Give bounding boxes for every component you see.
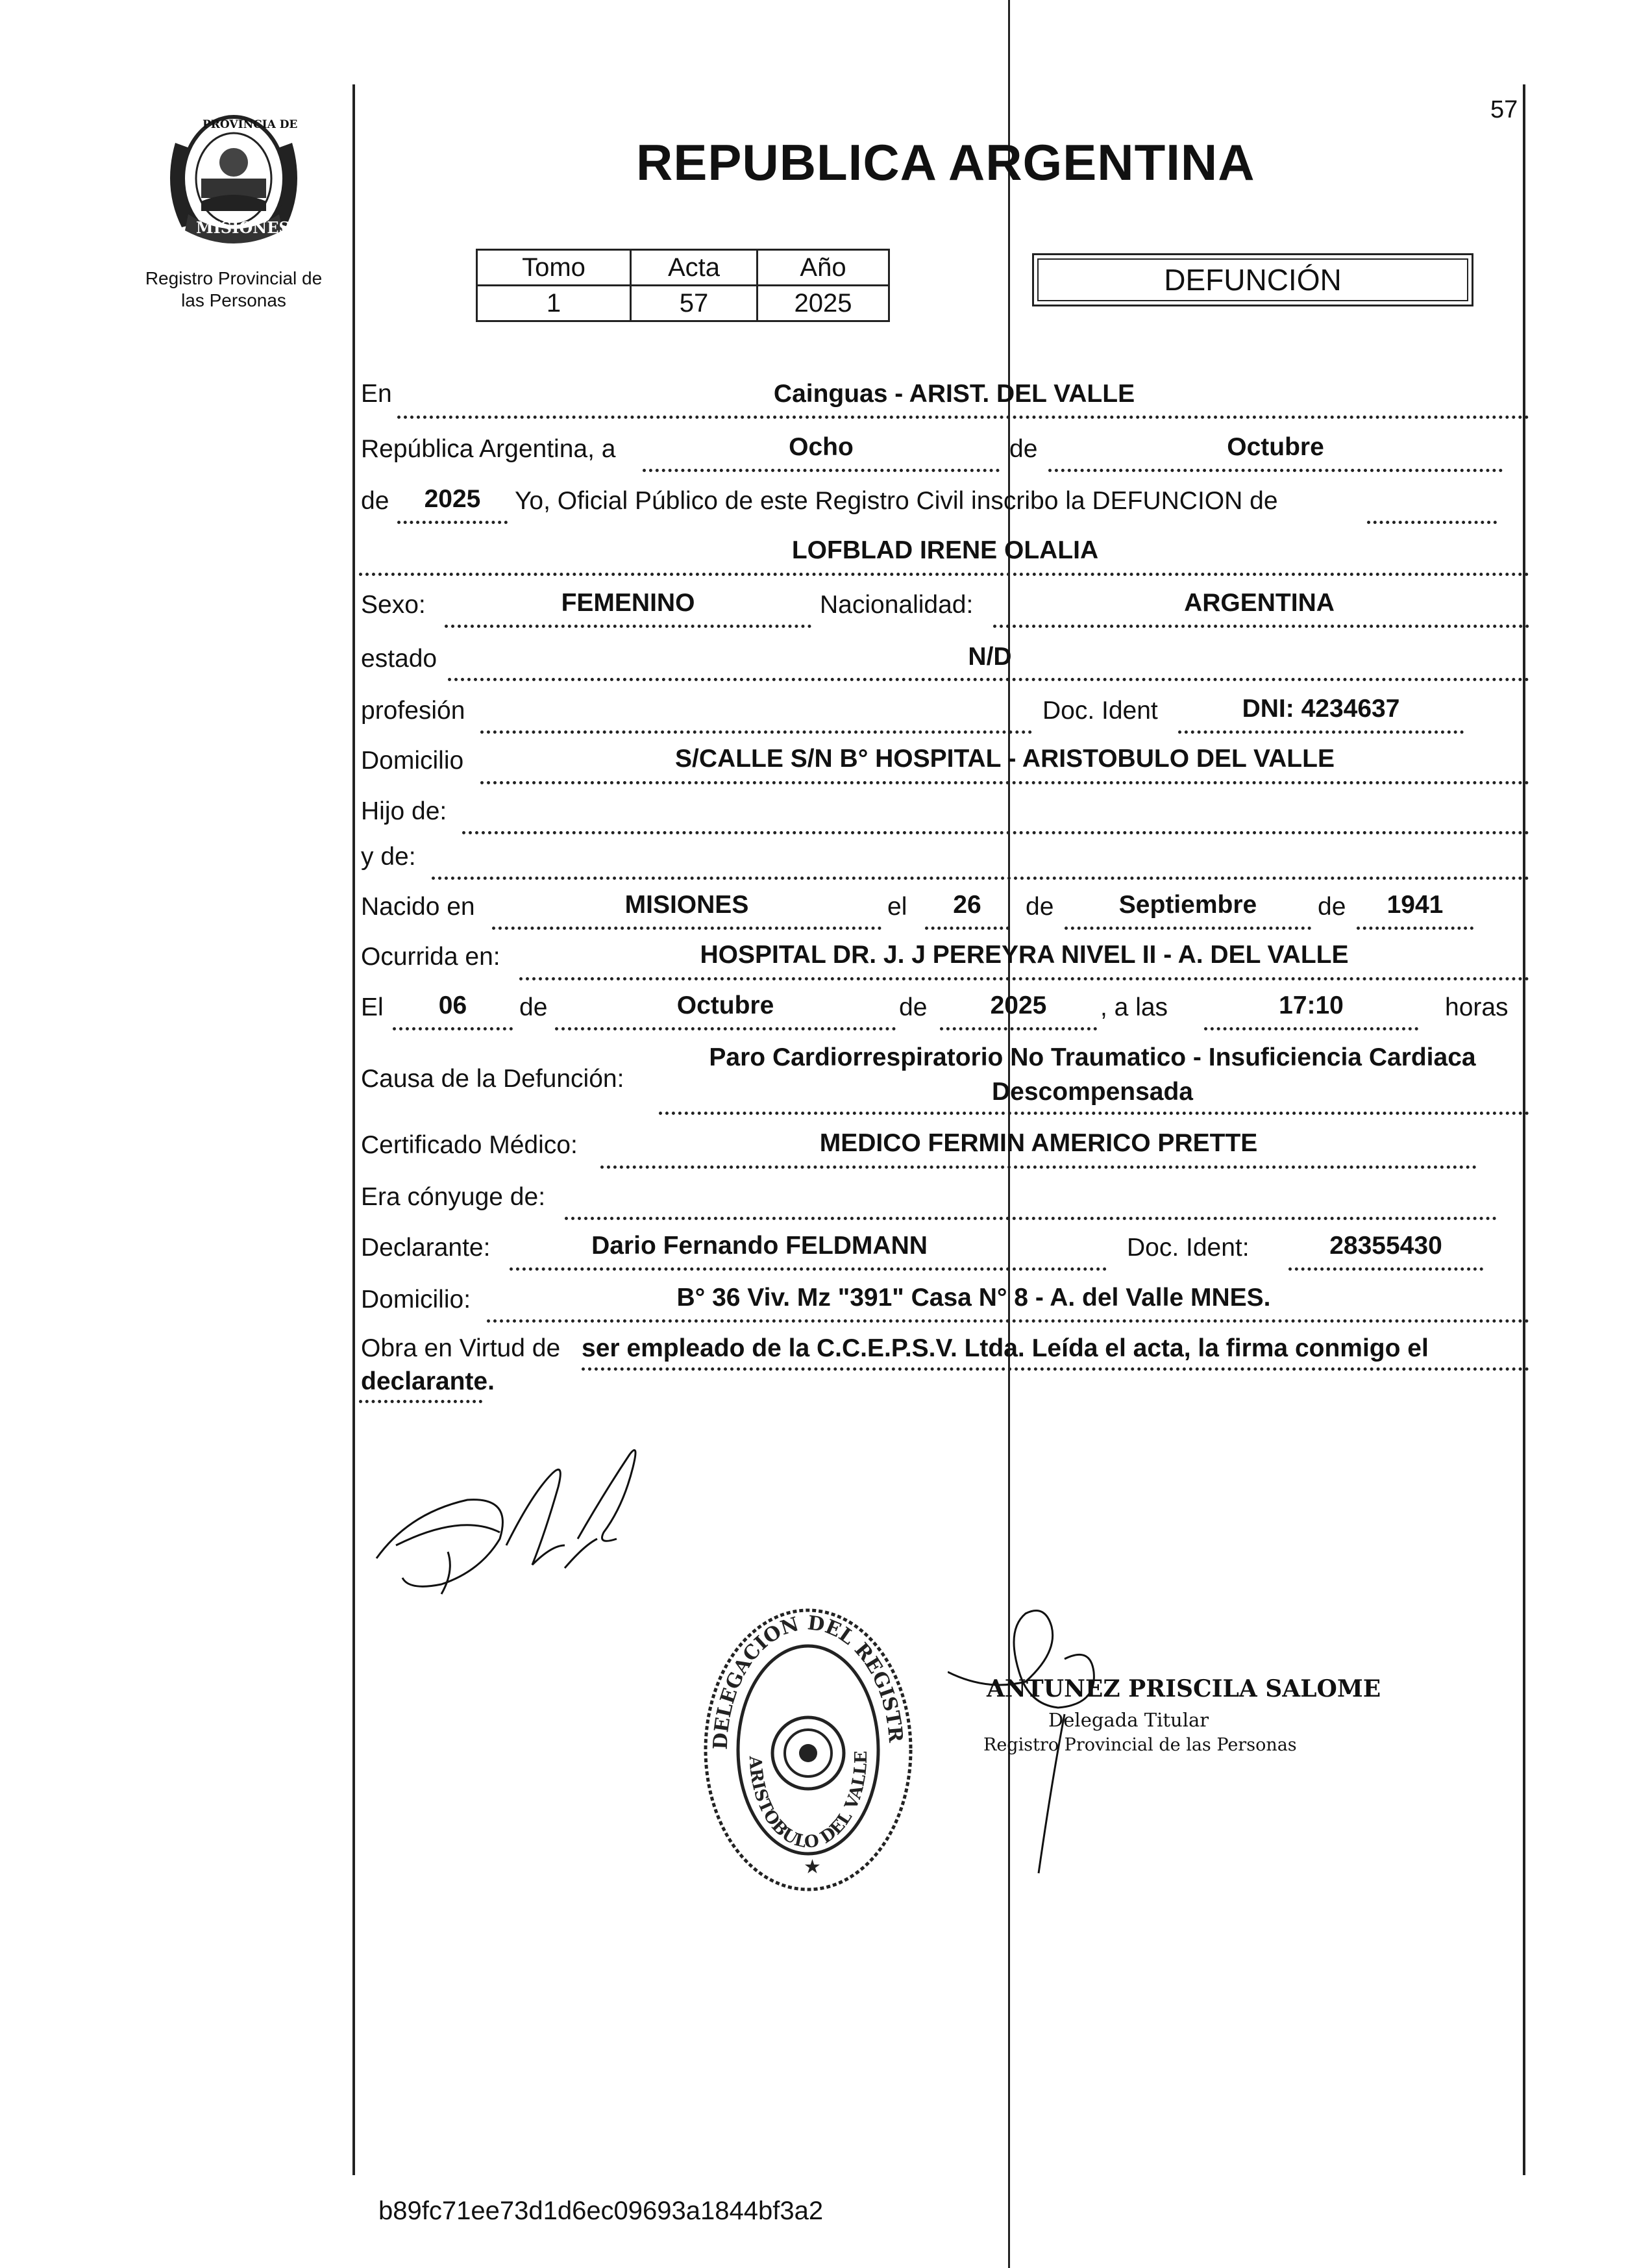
death-month: Octubre xyxy=(676,991,774,1019)
statement-line xyxy=(1367,521,1497,524)
birth-day: 26 xyxy=(953,891,981,919)
rep-label: República Argentina, a xyxy=(361,435,616,463)
nacido-label: Nacido en xyxy=(361,893,475,921)
registry-name-line2: las Personas xyxy=(181,290,286,310)
logo-top-text: PROVINCIA DE xyxy=(203,118,298,131)
causa-line2: Descompensada xyxy=(992,1078,1193,1106)
day-line xyxy=(643,469,1000,472)
ocurrida-value: HOSPITAL DR. J. J PEREYRA NIVEL II - A. DEL VALLE xyxy=(700,941,1349,969)
ocurrida-label: Ocurrida en: xyxy=(361,943,500,971)
page-number: 57 xyxy=(1490,96,1518,123)
causa-line xyxy=(659,1112,1529,1115)
profesion-line xyxy=(480,730,1032,734)
obra-value: ser empleado de la C.C.E.P.S.V. Ltda. Leída el acta, la firma conmigo el xyxy=(582,1334,1429,1362)
declarante-doc-line xyxy=(1288,1267,1483,1271)
decl-domicilio-value: B° 36 Viv. Mz "391" Casa N° 8 - A. del Valle MNES. xyxy=(676,1284,1271,1312)
nacionalidad-label: Nacionalidad: xyxy=(820,591,974,619)
seal-ring-bottom: ARISTOBULO DEL VALLE xyxy=(745,1751,872,1852)
record-table xyxy=(476,249,890,322)
day-value: Ocho xyxy=(789,433,854,461)
ocurrida-line xyxy=(519,977,1529,980)
registry-name-line1: Registro Provincial de xyxy=(145,268,323,288)
declarante-doc-value: 28355430 xyxy=(1329,1232,1442,1260)
domicilio-label: Domicilio xyxy=(361,747,464,775)
en-line xyxy=(397,416,1529,419)
el-cap-label: El xyxy=(361,993,384,1021)
month-value: Octubre xyxy=(1227,433,1324,461)
document-type-box xyxy=(1032,253,1473,306)
page-title: REPUBLICA ARGENTINA xyxy=(636,134,1255,191)
certificado-value: MEDICO FERMIN AMERICO PRETTE xyxy=(819,1129,1258,1157)
deceased-name: LOFBLAD IRENE OLALIA xyxy=(791,536,1099,564)
nacido-line xyxy=(492,927,881,930)
en-label: En xyxy=(361,380,392,408)
acta-value: 57 xyxy=(631,286,758,321)
alas-label: , a las xyxy=(1100,993,1168,1021)
el-label: el xyxy=(887,893,907,921)
nacido-value: MISIONES xyxy=(624,891,749,919)
official-seal xyxy=(698,1601,918,1899)
acta-header: Acta xyxy=(631,250,758,286)
obra-line xyxy=(582,1367,1529,1371)
footer-hash: b89fc71ee73d1d6ec09693a1844bf3a2 xyxy=(378,2197,824,2225)
svg-text:★: ★ xyxy=(804,1856,821,1878)
name-line xyxy=(359,573,1529,576)
birth-year: 1941 xyxy=(1386,891,1444,919)
nacionalidad-value: ARGENTINA xyxy=(1184,589,1335,617)
tomo-header: Tomo xyxy=(477,250,631,286)
nacionalidad-line xyxy=(993,625,1529,628)
declarant-signature xyxy=(370,1435,656,1604)
birth-month: Septiembre xyxy=(1118,891,1257,919)
official-name: ANTUNEZ PRISCILA SALOME xyxy=(987,1675,1381,1702)
anio-value: 2025 xyxy=(758,286,889,321)
declarante-label: Declarante: xyxy=(361,1234,491,1262)
yde-label: y de: xyxy=(361,843,416,871)
death-de-label-2: de xyxy=(899,993,928,1021)
hijo-label: Hijo de: xyxy=(361,797,447,825)
logo-bottom-text: MISIONES xyxy=(196,218,290,237)
obra-label: Obra en Virtud de xyxy=(361,1334,561,1362)
en-value: Cainguas - ARIST. DEL VALLE xyxy=(773,380,1135,408)
official-title: Delegada Titular xyxy=(1048,1709,1209,1731)
death-day: 06 xyxy=(438,991,467,1019)
de-label: de xyxy=(1009,435,1038,463)
left-margin-line xyxy=(352,84,355,2175)
year-line xyxy=(397,521,508,524)
domicilio-value: S/CALLE S/N B° HOSPITAL - ARISTOBULO DEL VALLE xyxy=(675,745,1335,773)
doc-ident-value: DNI: 4234637 xyxy=(1242,695,1400,723)
seal-ring-top: DELEGACION DEL REGISTR xyxy=(709,1612,907,1751)
declarante-line xyxy=(510,1267,1107,1271)
estado-label: estado xyxy=(361,645,437,673)
decl-domicilio-label: Domicilio: xyxy=(361,1286,471,1314)
doc-ident-line xyxy=(1178,730,1464,734)
decl-domicilio-line xyxy=(487,1319,1529,1323)
anio-header: Año xyxy=(758,250,889,286)
tomo-value: 1 xyxy=(477,286,631,321)
yde-line xyxy=(432,877,1529,880)
hijo-line xyxy=(462,831,1529,834)
declarante-doc-label: Doc. Ident: xyxy=(1127,1234,1250,1262)
death-de-label-1: de xyxy=(519,993,548,1021)
month-line xyxy=(1048,469,1503,472)
sexo-label: Sexo: xyxy=(361,591,426,619)
sexo-value: FEMENINO xyxy=(561,589,695,617)
obra-value2: declarante. xyxy=(361,1367,495,1395)
year-value: 2025 xyxy=(424,485,481,513)
statement: Yo, Oficial Público de este Registro Civil inscribo la DEFUNCION de xyxy=(515,487,1278,515)
horas-label: horas xyxy=(1445,993,1509,1021)
estado-line xyxy=(448,678,1529,681)
year-prefix: de xyxy=(361,487,389,515)
estado-value: N/D xyxy=(968,643,1012,671)
death-month-line xyxy=(555,1027,896,1030)
sexo-line xyxy=(445,625,811,628)
birth-day-line xyxy=(925,927,1009,930)
death-year-line xyxy=(940,1027,1097,1030)
death-year: 2025 xyxy=(990,991,1047,1019)
causa-label: Causa de la Defunción: xyxy=(361,1065,624,1093)
birth-month-line xyxy=(1065,927,1311,930)
birth-year-line xyxy=(1357,927,1473,930)
domicilio-line xyxy=(480,781,1529,784)
causa-line1: Paro Cardiorrespiratorio No Traumatico - Insuficiencia Cardiaca xyxy=(709,1043,1476,1071)
certificado-label: Certificado Médico: xyxy=(361,1131,578,1159)
obra-line2 xyxy=(359,1400,482,1403)
certificado-line xyxy=(600,1165,1477,1169)
conyuge-line xyxy=(565,1217,1497,1220)
birth-de-label-1: de xyxy=(1026,893,1054,921)
document-type: DEFUNCIÓN xyxy=(1164,263,1342,297)
profesion-label: profesión xyxy=(361,697,465,725)
birth-de-label-2: de xyxy=(1318,893,1346,921)
province-logo xyxy=(156,104,312,253)
right-margin-line xyxy=(1523,84,1525,2175)
doc-ident-label: Doc. Ident xyxy=(1042,697,1158,725)
conyuge-label: Era cónyuge de: xyxy=(361,1183,546,1211)
death-time-line xyxy=(1204,1027,1418,1030)
declarante-value: Dario Fernando FELDMANN xyxy=(591,1232,928,1260)
death-day-line xyxy=(393,1027,513,1030)
registry-name xyxy=(123,268,344,312)
death-time: 17:10 xyxy=(1279,991,1344,1019)
official-org: Registro Provincial de las Personas xyxy=(983,1735,1297,1755)
